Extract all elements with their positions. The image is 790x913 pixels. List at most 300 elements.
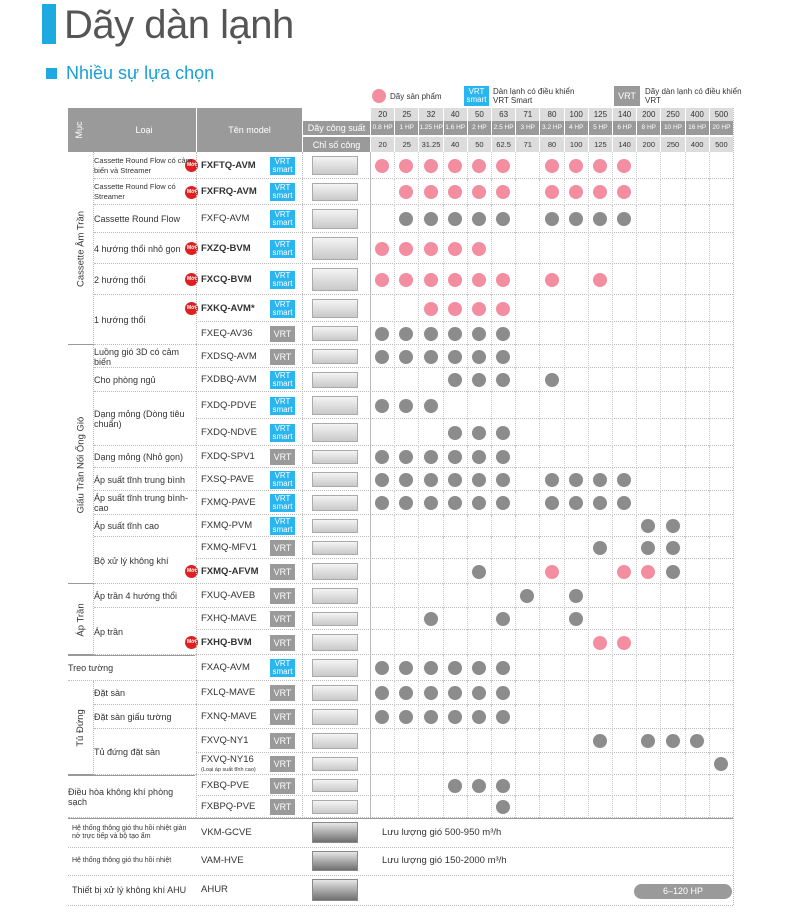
column-divider (685, 368, 686, 392)
gray-dot-20 (375, 496, 389, 510)
column-divider (612, 295, 613, 322)
column-divider (636, 559, 637, 584)
gray-dot-50 (472, 779, 486, 793)
header-hp-25: 1 HP (394, 121, 418, 135)
column-divider (660, 205, 661, 233)
header-loai: Loại (92, 108, 196, 152)
pink-dot-20 (375, 242, 389, 256)
column-divider (443, 559, 444, 584)
column-divider (588, 468, 589, 491)
gray-dot-125 (593, 212, 607, 226)
column-divider (685, 491, 686, 515)
gray-dot-125 (593, 541, 607, 555)
row-divider (196, 752, 733, 753)
group-label: Áp Trần (75, 602, 86, 637)
column-divider (418, 468, 419, 491)
gray-dot-40 (448, 473, 462, 487)
pink-dot-63 (496, 185, 510, 199)
row-type-label: Đặt sàn (94, 688, 126, 698)
column-divider (564, 345, 565, 368)
row-type-label: Điều hòa không khí phòng sạch (68, 786, 174, 807)
row-divider (196, 321, 733, 322)
product-image (312, 612, 358, 626)
column-divider (418, 655, 419, 681)
column-divider (709, 753, 710, 775)
gray-dot-50 (472, 565, 486, 579)
pink-dot-40 (448, 242, 462, 256)
column-divider (685, 630, 686, 655)
gray-dot-63 (496, 212, 510, 226)
column-divider (418, 753, 419, 775)
gray-dot-125 (593, 734, 607, 748)
header-hp-40: 1.6 HP (443, 121, 467, 135)
column-divider (612, 584, 613, 608)
column-divider (491, 264, 492, 295)
gray-dot-25 (399, 450, 413, 464)
column-divider (539, 729, 540, 753)
pink-dot-20 (375, 273, 389, 287)
header-hp-80: 3.2 HP (539, 121, 563, 135)
ventilation-type: Hệ thống thông gió thu hồi nhiệt (72, 857, 172, 864)
pink-dot-25 (399, 185, 413, 199)
column-divider (709, 345, 710, 368)
header-muc-label: Mục (74, 121, 84, 139)
column-divider (515, 608, 516, 630)
column-divider (539, 205, 540, 233)
gray-dot-63 (496, 496, 510, 510)
column-divider (588, 705, 589, 729)
gray-dot-50 (472, 212, 486, 226)
header-index-80: 80 (539, 136, 563, 152)
gray-dot-140 (617, 473, 631, 487)
column-divider (515, 419, 516, 446)
gray-dot-200 (641, 734, 655, 748)
model-name: FXNQ-MAVE (201, 711, 257, 722)
vrt-smart-badge: VRT smart (270, 300, 295, 318)
column-divider (443, 537, 444, 559)
model-name: FXDQ-SPV1 (201, 451, 255, 462)
column-divider (660, 515, 661, 537)
column-divider (564, 729, 565, 753)
column-divider (612, 179, 613, 205)
gray-dot-50 (472, 496, 486, 510)
column-divider (491, 537, 492, 559)
column-divider (539, 630, 540, 655)
pink-dot-50 (472, 302, 486, 316)
pink-dot-125 (593, 159, 607, 173)
column-divider (539, 345, 540, 368)
new-badge: Mới (185, 242, 198, 255)
pink-dot-50 (472, 242, 486, 256)
gray-dot-40 (448, 373, 462, 387)
column-divider (443, 345, 444, 368)
column-divider (588, 753, 589, 775)
gray-dot-32 (424, 686, 438, 700)
header-hp-63: 2.5 HP (491, 121, 515, 135)
column-divider (588, 584, 589, 608)
column-divider (394, 152, 395, 179)
pink-dot-25 (399, 242, 413, 256)
gray-dot-100 (569, 496, 583, 510)
phong-sach-top (68, 775, 195, 776)
column-divider (467, 368, 468, 392)
column-divider (685, 179, 686, 205)
gray-dot-63 (496, 327, 510, 341)
gray-dot-100 (569, 589, 583, 603)
column-divider (418, 419, 419, 446)
column-divider (515, 392, 516, 419)
column-divider (539, 559, 540, 584)
gray-dot-50 (472, 450, 486, 464)
column-divider (685, 608, 686, 630)
column-divider (588, 515, 589, 537)
model-name: FXLQ-MAVE (201, 687, 256, 698)
column-divider (564, 491, 565, 515)
column-divider (709, 152, 710, 179)
column-divider (443, 392, 444, 419)
column-divider (418, 295, 419, 322)
legend-pink-dot (372, 89, 386, 103)
header-index-400: 400 (685, 136, 709, 152)
column-divider (515, 559, 516, 584)
ventilation-image (312, 851, 358, 871)
header-class-63: 63 (491, 108, 515, 121)
column-divider (467, 345, 468, 368)
gray-dot-25 (399, 710, 413, 724)
header-class-100: 100 (564, 108, 588, 121)
vrt-badge: VRT (270, 799, 295, 815)
group-label: Giấu Trần Nối Ống Gió (75, 416, 86, 513)
gray-dot-63 (496, 800, 510, 814)
column-divider (612, 705, 613, 729)
header-class-500: 500 (709, 108, 733, 121)
column-divider (564, 368, 565, 392)
gray-dot-40 (448, 779, 462, 793)
column-divider (564, 264, 565, 295)
legend-product-line: Dãy sản phẩm (390, 92, 442, 101)
header-hp-400: 16 HP (685, 121, 709, 135)
column-divider (418, 608, 419, 630)
row-divider (196, 418, 733, 419)
column-divider (612, 491, 613, 515)
column-divider (467, 179, 468, 205)
gray-dot-32 (424, 496, 438, 510)
column-divider (612, 446, 613, 468)
column-divider (612, 322, 613, 345)
gray-dot-100 (569, 212, 583, 226)
column-divider (491, 608, 492, 630)
gray-dot-40 (448, 661, 462, 675)
column-divider (394, 537, 395, 559)
column-divider (443, 233, 444, 264)
column-divider (467, 559, 468, 584)
legend-vrt-smart-text: Dàn lạnh có điều khiển VRT Smart (493, 87, 575, 105)
column-divider (588, 729, 589, 753)
column-divider (515, 753, 516, 775)
column-divider (660, 179, 661, 205)
column-divider (491, 446, 492, 468)
column-divider (709, 608, 710, 630)
column-divider (539, 233, 540, 264)
gray-dot-63 (496, 779, 510, 793)
image-col-border (302, 152, 303, 818)
column-divider (636, 264, 637, 295)
header-class-20: 20 (370, 108, 394, 121)
vrt-smart-badge: VRT smart (270, 397, 295, 415)
column-divider (443, 446, 444, 468)
gray-dot-40 (448, 426, 462, 440)
column-divider (418, 392, 419, 419)
gray-dot-63 (496, 373, 510, 387)
pink-dot-40 (448, 302, 462, 316)
vrt-badge: VRT (270, 588, 295, 604)
column-divider (394, 264, 395, 295)
column-divider (539, 681, 540, 705)
model-name: FXMQ-PVM (201, 520, 253, 531)
gray-dot-25 (399, 661, 413, 675)
column-divider (515, 796, 516, 818)
gray-dot-80 (545, 212, 559, 226)
column-divider (660, 584, 661, 608)
model-name: FXKQ-AVM* (201, 303, 255, 314)
column-divider (709, 368, 710, 392)
pink-dot-200 (641, 565, 655, 579)
header-index-20: 20 (370, 136, 394, 152)
header-class-80: 80 (539, 108, 563, 121)
row-type-label: Cassette Round Flow có cảm biến và Streamer (94, 155, 192, 175)
gray-dot-32 (424, 350, 438, 364)
column-divider (660, 655, 661, 681)
pink-dot-140 (617, 565, 631, 579)
vrt-badge: VRT (270, 564, 295, 580)
column-divider (467, 775, 468, 796)
column-divider (467, 753, 468, 775)
pink-dot-40 (448, 185, 462, 199)
column-divider (443, 753, 444, 775)
column-divider (539, 295, 540, 322)
column-divider (612, 655, 613, 681)
column-divider (636, 681, 637, 705)
column-divider (636, 468, 637, 491)
column-divider (709, 264, 710, 295)
column-divider (491, 753, 492, 775)
column-divider (539, 796, 540, 818)
column-divider (685, 152, 686, 179)
column-divider (709, 559, 710, 584)
column-divider (636, 295, 637, 322)
gray-dot-100 (569, 473, 583, 487)
column-divider (636, 705, 637, 729)
pink-dot-40 (448, 273, 462, 287)
column-divider (612, 152, 613, 179)
column-divider (564, 559, 565, 584)
column-divider (685, 681, 686, 705)
column-divider (418, 681, 419, 705)
column-divider (467, 295, 468, 322)
column-divider (539, 468, 540, 491)
gray-dot-50 (472, 686, 486, 700)
column-divider (443, 608, 444, 630)
column-divider (467, 468, 468, 491)
column-divider (564, 392, 565, 419)
row-type-label: Áp suất tĩnh trung bình (94, 474, 186, 485)
column-divider (418, 775, 419, 796)
column-divider (394, 345, 395, 368)
column-divider (418, 705, 419, 729)
column-divider (564, 179, 565, 205)
column-divider (443, 205, 444, 233)
header-index-125: 125 (588, 136, 612, 152)
pink-dot-25 (399, 273, 413, 287)
gray-dot-20 (375, 399, 389, 413)
column-divider (564, 152, 565, 179)
model-name: FXDQ-PDVE (201, 400, 257, 411)
gray-dot-140 (617, 496, 631, 510)
column-divider (612, 729, 613, 753)
legend-vrt-text: Dãy dàn lạnh có điều khiển VRT (645, 87, 742, 105)
column-divider (539, 537, 540, 559)
header-index-25: 25 (394, 136, 418, 152)
model-name: FXBPQ-PVE (201, 801, 256, 812)
column-divider (467, 584, 468, 608)
column-divider (515, 655, 516, 681)
column-divider (636, 753, 637, 775)
vrt-smart-badge: VRT smart (270, 517, 295, 535)
column-divider (394, 295, 395, 322)
column-divider (660, 295, 661, 322)
gray-dot-25 (399, 212, 413, 226)
column-divider (612, 468, 613, 491)
column-divider (685, 584, 686, 608)
vrt-smart-badge: VRT smart (270, 240, 295, 258)
gray-dot-20 (375, 661, 389, 675)
column-divider (515, 152, 516, 179)
row-divider (196, 263, 733, 264)
gray-dot-63 (496, 473, 510, 487)
gray-dot-400 (690, 734, 704, 748)
column-divider (467, 705, 468, 729)
column-divider (491, 419, 492, 446)
column-divider (394, 392, 395, 419)
column-divider (709, 584, 710, 608)
new-badge: Mới (185, 273, 198, 286)
model-name: FXZQ-BVM (201, 243, 251, 254)
column-divider (588, 796, 589, 818)
pink-dot-32 (424, 273, 438, 287)
column-divider (588, 295, 589, 322)
vrt-smart-badge: VRT smart (270, 371, 295, 389)
column-divider (539, 491, 540, 515)
gray-dot-250 (666, 519, 680, 533)
vrt-smart-badge: VRT smart (270, 183, 295, 201)
column-divider (515, 491, 516, 515)
column-divider (394, 681, 395, 705)
model-name: FXBQ-PVE (201, 780, 250, 791)
column-divider (660, 345, 661, 368)
pink-dot-80 (545, 159, 559, 173)
product-image (312, 709, 358, 725)
ventilation-model: VAM-HVE (201, 855, 244, 866)
column-divider (709, 419, 710, 446)
column-divider (709, 468, 710, 491)
column-divider (564, 753, 565, 775)
header-index-71: 71 (515, 136, 539, 152)
column-divider (418, 264, 419, 295)
column-divider (564, 630, 565, 655)
gray-dot-63 (496, 450, 510, 464)
row-type-label: Cassette Round Flow có Streamer (94, 182, 176, 201)
column-divider (467, 491, 468, 515)
column-divider (612, 515, 613, 537)
vrt-smart-badge: VRT smart (270, 659, 295, 677)
row-divider (196, 583, 733, 584)
product-image (312, 685, 358, 701)
product-image (312, 209, 358, 229)
column-divider (612, 537, 613, 559)
vrt-badge: VRT (270, 635, 295, 651)
column-divider (588, 322, 589, 345)
vrt-badge: VRT (270, 540, 295, 556)
gray-dot-40 (448, 327, 462, 341)
header-class-40: 40 (443, 108, 467, 121)
column-divider (539, 392, 540, 419)
gray-dot-50 (472, 661, 486, 675)
gray-dot-63 (496, 350, 510, 364)
column-divider (491, 179, 492, 205)
header-class-125: 125 (588, 108, 612, 121)
product-image (312, 183, 358, 201)
column-divider (515, 264, 516, 295)
column-divider (636, 179, 637, 205)
row-divider (196, 367, 733, 368)
gray-dot-25 (399, 399, 413, 413)
column-divider (564, 796, 565, 818)
gray-dot-20 (375, 473, 389, 487)
row-divider (196, 490, 733, 491)
column-divider (467, 537, 468, 559)
header-class-32: 32 (418, 108, 442, 121)
column-divider (564, 655, 565, 681)
gray-dot-32 (424, 212, 438, 226)
row-divider (196, 445, 733, 446)
column-divider (539, 515, 540, 537)
column-divider (394, 368, 395, 392)
gray-dot-32 (424, 612, 438, 626)
column-divider (636, 608, 637, 630)
header-index-500: 500 (709, 136, 733, 152)
column-divider (418, 729, 419, 753)
model-name: FXMQ-MFV1 (201, 542, 257, 553)
model-name: FXEQ-AV36 (201, 328, 253, 339)
row-divider (196, 178, 733, 179)
vrt-smart-badge: VRT smart (270, 210, 295, 228)
column-divider (612, 775, 613, 796)
vrt-badge: VRT (270, 685, 295, 701)
column-divider (443, 515, 444, 537)
right-border (733, 108, 734, 905)
column-divider (467, 152, 468, 179)
column-divider (564, 537, 565, 559)
column-divider (612, 559, 613, 584)
column-divider (660, 392, 661, 419)
column-divider (491, 295, 492, 322)
column-divider (394, 796, 395, 818)
header-class-50: 50 (467, 108, 491, 121)
row-divider (196, 232, 733, 233)
gray-dot-80 (545, 373, 559, 387)
column-divider (443, 729, 444, 753)
column-divider (491, 322, 492, 345)
